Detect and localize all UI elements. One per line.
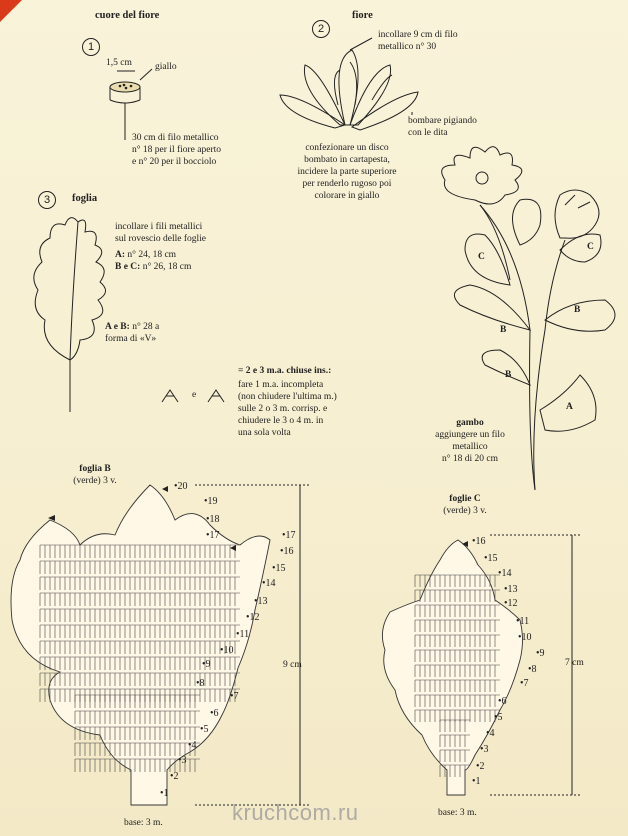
flower-heart-drawing [110,69,152,140]
leaf-b-row-17: •17 [282,530,296,541]
flower-disc-line-3: incidere la parte superiore [297,167,397,177]
leaf-b-row-14: •14 [262,578,276,589]
leaf-c-row-13: •13 [504,584,518,595]
leaf-glue-line-2: sul rovescio delle foglie [115,234,207,244]
leaf-wire-a: A: n° 24, 18 cm [115,250,177,260]
heading-leaf: foglia [72,193,98,204]
leaf-wire-ab: A e B: n° 28 a [105,322,160,332]
legend-line-3: sulle 2 o 3 m. corrisp. e [238,404,328,414]
flower-disc-line-1: confezionare un disco [305,143,389,153]
leaf-c-row-5: •5 [494,712,503,723]
heading-flower: fiore [352,10,373,21]
flower-disc-line-2: bombato in cartapesta, [304,155,390,165]
plant-label-a: A [566,402,573,412]
step-2-circle: 2 [312,20,330,38]
legend-symbol-join: e [192,390,197,400]
leaf-c-base: base: 3 m. [438,808,477,818]
flower-wire-line-2: metallico n° 30 [378,42,437,52]
leaf-c-row-16: •16 [472,536,486,547]
leaf-wire-ab-line-2: forma di «V» [105,334,157,344]
leaf-c-row-15: •15 [484,553,498,564]
leaf-c-row-3: •3 [480,744,489,755]
leaf-b-row-15: •15 [272,563,286,574]
step-3-circle: 3 [38,191,56,209]
leaf-c-height: 7 cm [565,658,584,668]
leaf-b-height: 9 cm [283,660,302,670]
leaf-c-row-9: •9 [536,648,545,659]
heart-wire-line-3: e n° 20 per il bocciolo [132,157,217,167]
step-1-circle: 1 [82,38,100,56]
heart-color-label: giallo [155,62,177,72]
leaf-c-row-6: •6 [498,696,507,707]
stem-line-1: aggiungere un filo [435,430,505,440]
leaf-c-row-12: •12 [504,598,518,609]
leaf-c-subtitle: (verde) 3 v. [443,506,487,516]
leaf-b-row-10: •10 [220,645,234,656]
flower-press-line-2: con le dita [408,128,448,138]
watermark: kruchcom.ru [232,800,359,825]
leaf-b-row-11: •11 [236,629,250,640]
heart-wire-line-2: n° 18 per il fiore aperto [132,145,222,155]
leaf-c-row-4: •4 [486,728,495,739]
leaf-b-row-7: •7 [230,691,239,702]
plant-label-b-lower: B [505,370,512,380]
leaf-c-row-11: •11 [516,616,530,627]
leaf-b-row-9: •9 [202,659,211,670]
legend-line-5: una sola volta [238,428,291,438]
leaf-b-base: base: 3 m. [124,818,163,828]
leaf-glue-line-1: incollare i fili metallici [115,222,203,232]
leaf-b-subtitle: (verde) 3 v. [73,476,117,486]
leaf-c-row-10: •10 [518,632,532,643]
leaf-b-title: foglia B [79,464,111,474]
leaf-c-row-1: •1 [472,776,481,787]
stem-line-3: n° 18 di 20 cm [441,454,499,464]
legend-line-4: chiudere le 3 o 4 m. in [238,416,324,426]
flower-disc-line-4: per renderlo rugoso poi [302,179,392,189]
leaf-b-row-8: •8 [196,678,205,689]
leaf-b-row-16: •16 [280,546,294,557]
leaf-b-row-5: •5 [200,724,209,735]
legend-line-1: fare 1 m.a. incompleta [238,380,324,390]
leaf-b-row-18: •17 [206,530,220,541]
plant-label-b-right: B [574,305,581,315]
leaf-c-title: foglie C [449,494,481,504]
plant-label-c-right: C [587,242,594,252]
heart-size-label: 1,5 cm [106,58,132,68]
leaf-b-row-1: •1 [160,788,169,799]
legend-title: = 2 e 3 m.a. chiuse ins.: [238,366,332,376]
leaf-b-row-3: •3 [178,755,187,766]
leaf-b-row-6: •6 [210,708,219,719]
leaf-b-row-21: •20 [174,481,188,492]
stem-line-2: metallico [452,442,488,452]
legend-line-2: (non chiudere l'ultima m.) [238,392,337,402]
leaf-c-row-2: •2 [476,761,485,772]
leaf-b-row-20: •19 [204,496,218,507]
leaf-wire-bc: B e C: n° 26, 18 cm [115,262,192,272]
stem-title: gambo [456,418,484,428]
leaf-c-row-14: •14 [498,568,512,579]
heading-flower-heart: cuore del fiore [95,10,160,21]
leaf-b-row-4: •4 [188,740,197,751]
heart-wire-line-1: 30 cm di filo metallico [132,133,219,143]
flower-wire-line-1: incollare 9 cm di filo [378,30,458,40]
plant-label-c-left: C [478,252,485,262]
leaf-c-row-8: •8 [528,664,537,675]
leaf-b-row-2: •2 [170,771,179,782]
leaf-c-row-7: •7 [520,678,529,689]
flower-disc-line-5: colorare in giallo [314,191,380,201]
oak-leaf-drawing [34,218,106,412]
leaf-b-row-13: •13 [254,596,268,607]
start-arrow-leaf-b-left [48,515,55,521]
leaf-b-row-12: •12 [246,612,260,623]
leaf-b-row-19: •18 [206,514,220,525]
plant-label-b-left: B [500,325,507,335]
start-arrow-leaf-b-top [162,486,168,492]
flower-press-line-1: bombare pigiando [408,116,477,126]
